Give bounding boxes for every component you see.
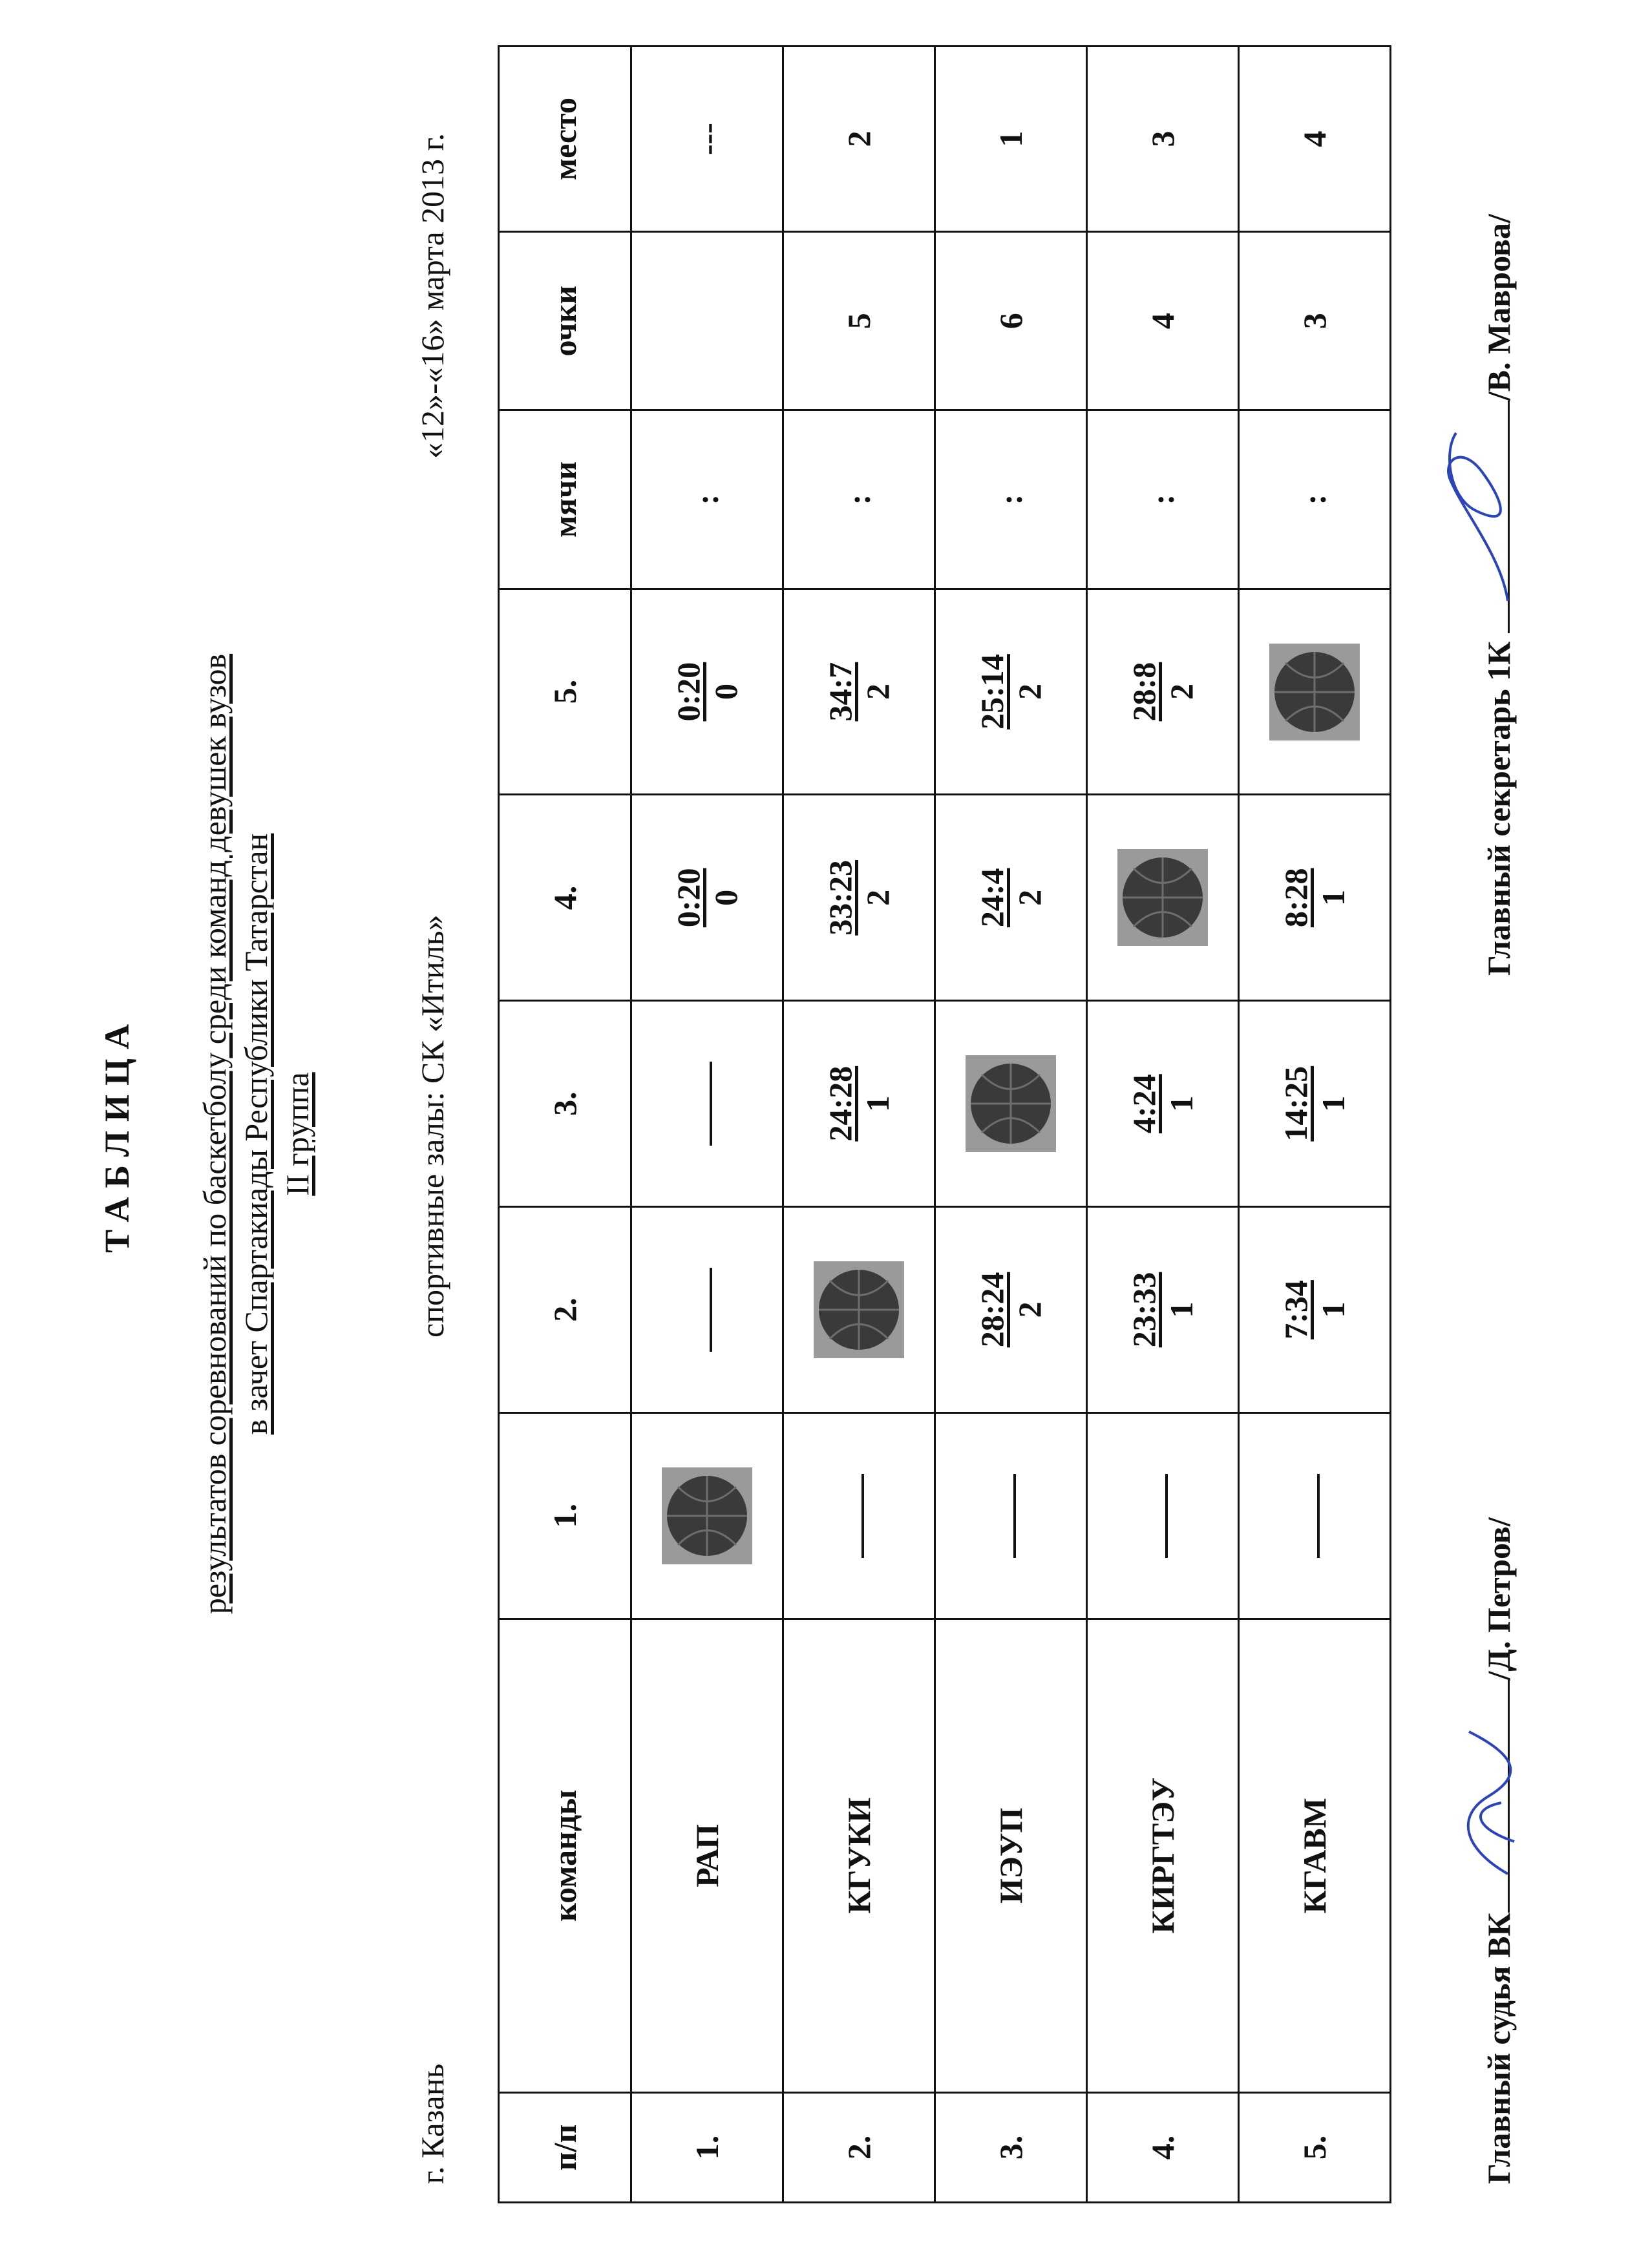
balls-value: : [631, 410, 783, 589]
header-col-5: 5. [499, 589, 631, 795]
judge-signature-block [1480, 1517, 1517, 2184]
row-num: 2. [783, 2092, 935, 2202]
result-cell-5 [935, 589, 1087, 795]
match-score: 33:23 [822, 860, 858, 936]
secretary-signature-block [1480, 214, 1517, 976]
match-score: 28:8 [1126, 662, 1162, 722]
result-cell-2 [935, 1207, 1087, 1413]
result-cell-4 [783, 795, 935, 1001]
match-points: 0 [708, 889, 744, 906]
match-score: 14:25 [1278, 1066, 1314, 1142]
match-score: 24:28 [822, 1066, 858, 1142]
header-points: очки [499, 232, 631, 410]
result-cell-1 [1087, 1412, 1239, 1619]
match-points: 0 [708, 684, 744, 700]
result-cell-3 [783, 1001, 935, 1207]
table-row [1239, 47, 1391, 2203]
points-value: 6 [935, 232, 1087, 410]
match-score: 24:4 [974, 868, 1010, 928]
points-value: 5 [783, 232, 935, 410]
header-col-1: 1. [499, 1412, 631, 1619]
result-cell-1 [935, 1412, 1087, 1619]
points-value: 3 [1239, 232, 1391, 410]
place-value: --- [631, 47, 783, 232]
place-value: 4 [1239, 47, 1391, 232]
balls-value: : [935, 410, 1087, 589]
match-points: 1 [1163, 1301, 1199, 1318]
match-score: 4:24 [1126, 1074, 1162, 1133]
points-value [631, 232, 783, 410]
match-points: 1 [1315, 1095, 1351, 1112]
match-score: 23:33 [1126, 1272, 1162, 1348]
match-points: 1 [1163, 1095, 1199, 1112]
venue-label: спортивные залы: СК «Итиль» [414, 914, 450, 1338]
place-value: 1 [935, 47, 1087, 232]
secretary-signature-line [1482, 401, 1510, 633]
place-value: 3 [1087, 47, 1239, 232]
match-score: 34:7 [822, 662, 858, 722]
header-num: п/п [499, 2092, 631, 2202]
subtitle-line-3: II группа [279, 1072, 315, 1196]
match-score: 28:24 [974, 1272, 1010, 1348]
secretary-signature-icon [1437, 426, 1527, 607]
place-value: 2 [783, 47, 935, 232]
result-cell-2 [783, 1207, 935, 1413]
result-cell-3 [1239, 1001, 1391, 1207]
match-score: 25:14 [974, 654, 1010, 730]
team-name: КИРГТЭУ [1087, 1619, 1239, 2092]
dash-mark [710, 1268, 712, 1352]
table-row [935, 47, 1087, 2203]
table-row [1087, 47, 1239, 2203]
header-balls: мячи [499, 410, 631, 589]
dash-mark [1317, 1474, 1320, 1558]
row-num: 1. [631, 2092, 783, 2202]
match-score: 8:28 [1278, 868, 1314, 928]
result-cell-5 [631, 589, 783, 795]
subtitle-line-1: результатов соревнований по баскетболу среди команд девушек вузов [196, 653, 233, 1615]
result-cell-2 [1239, 1207, 1391, 1413]
judge-name: /Д. Петров/ [1481, 1517, 1517, 1681]
row-num: 3. [935, 2092, 1087, 2202]
match-score: 0:20 [670, 868, 706, 928]
row-num: 4. [1087, 2092, 1239, 2202]
table-row [631, 47, 783, 2203]
header-col-3: 3. [499, 1001, 631, 1207]
dash-mark [861, 1474, 864, 1558]
dash-mark [710, 1062, 712, 1146]
result-cell-1 [1239, 1412, 1391, 1619]
result-cell-5 [783, 589, 935, 795]
document-subtitle [194, 0, 318, 2268]
result-cell-3 [935, 1001, 1087, 1207]
match-points: 2 [1011, 889, 1048, 906]
basketball-icon [814, 1261, 904, 1358]
dates-label: «12»-«16» марта 2013 г. [414, 132, 450, 459]
match-points: 2 [860, 684, 896, 700]
result-cell-2 [1087, 1207, 1239, 1413]
team-name: РАП [631, 1619, 783, 2092]
header-place: место [499, 47, 631, 232]
result-cell-4 [631, 795, 783, 1001]
result-cell-4 [1239, 795, 1391, 1001]
subtitle-line-2: в зачет Спартакиады Республики Татарстан [238, 833, 274, 1435]
header-team: команды [499, 1619, 631, 2092]
secretary-name: /В. Маврова/ [1481, 214, 1517, 401]
header-row [499, 47, 631, 2203]
match-points: 2 [1163, 684, 1199, 700]
match-points: 1 [1315, 889, 1351, 906]
balls-value: : [783, 410, 935, 589]
match-score: 7:34 [1278, 1280, 1314, 1339]
basketball-icon [1269, 644, 1360, 740]
result-cell-3 [631, 1001, 783, 1207]
judge-signature-line [1482, 1680, 1510, 1913]
match-score: 0:20 [670, 662, 706, 722]
balls-value: : [1087, 410, 1239, 589]
match-points: 1 [860, 1095, 896, 1112]
team-name: КГАВМ [1239, 1619, 1391, 2092]
result-cell-5 [1087, 589, 1239, 795]
result-cell-4 [1087, 795, 1239, 1001]
row-num: 5. [1239, 2092, 1391, 2202]
table-row [783, 47, 935, 2203]
secretary-label: Главный секретарь 1К [1481, 641, 1517, 976]
basketball-icon [966, 1055, 1056, 1152]
team-name: КГУКИ [783, 1619, 935, 2092]
results-table [498, 45, 1391, 2203]
dash-mark [1165, 1474, 1168, 1558]
match-points: 1 [1315, 1301, 1351, 1318]
header-col-4: 4. [499, 795, 631, 1001]
match-points: 2 [1011, 1301, 1048, 1318]
match-points: 2 [860, 889, 896, 906]
result-cell-1 [631, 1412, 783, 1619]
result-cell-2 [631, 1207, 783, 1413]
basketball-icon [662, 1467, 752, 1564]
result-cell-1 [783, 1412, 935, 1619]
header-col-2: 2. [499, 1207, 631, 1413]
result-cell-3 [1087, 1001, 1239, 1207]
judge-label: Главный судья ВК [1481, 1913, 1517, 2184]
dash-mark [1013, 1474, 1016, 1558]
result-cell-5 [1239, 589, 1391, 795]
document-title: ТАБЛИЦА [98, 1015, 136, 1253]
city-label: г. Казань [414, 2063, 450, 2184]
team-name: ИЭУП [935, 1619, 1087, 2092]
match-points: 2 [1011, 684, 1048, 700]
points-value: 4 [1087, 232, 1239, 410]
basketball-icon [1117, 849, 1208, 946]
judge-signature-icon [1450, 1719, 1527, 1887]
result-cell-4 [935, 795, 1087, 1001]
balls-value: : [1239, 410, 1391, 589]
